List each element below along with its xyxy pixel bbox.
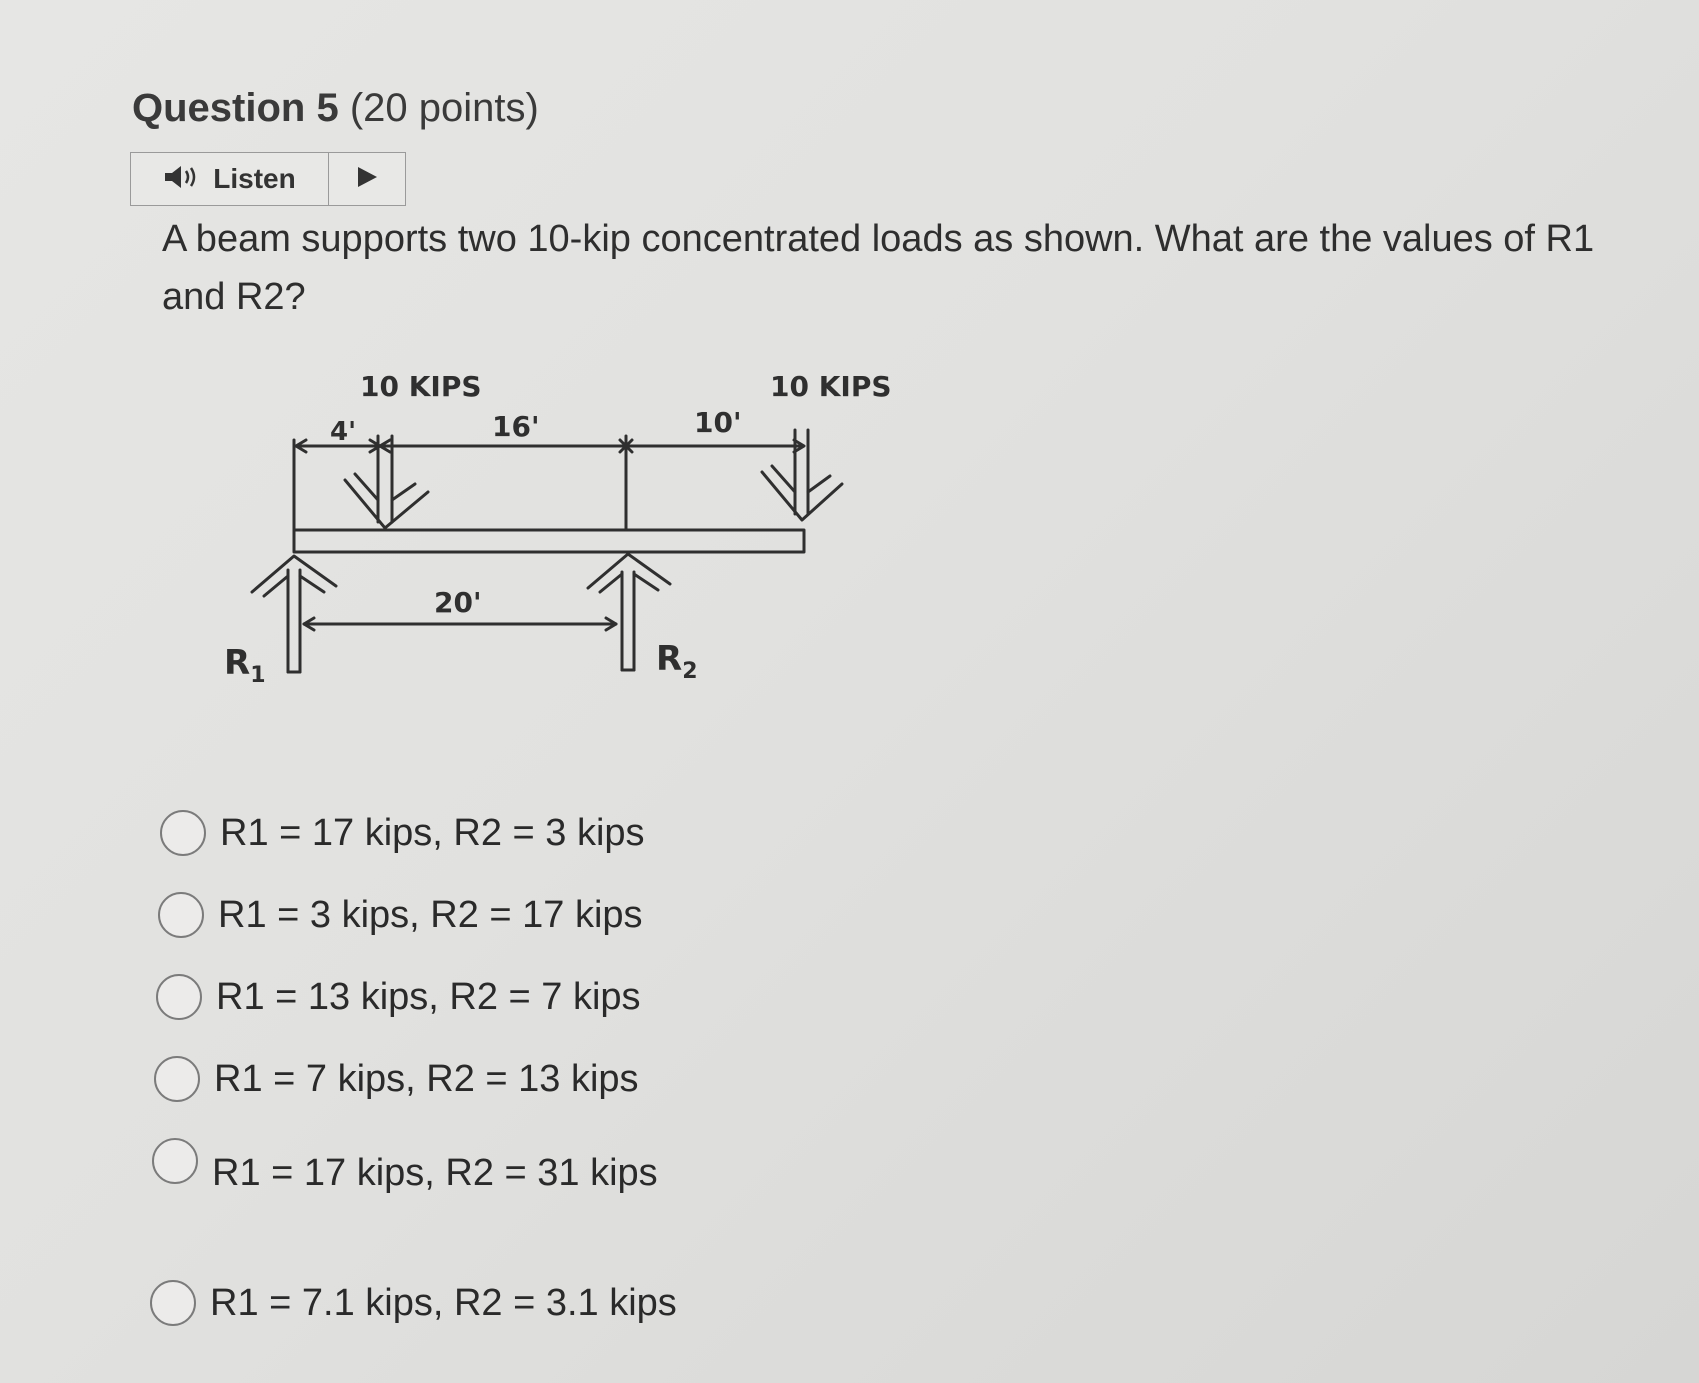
- option-3[interactable]: [156, 974, 641, 1020]
- question-text: A beam supports two 10-kip concentrated loads as shown. What are the values of R1 and R2?: [162, 218, 1595, 318]
- option-label: R1 = 13 kips, R2 = 7 kips: [216, 975, 641, 1018]
- radio-button[interactable]: [154, 1056, 200, 1102]
- dim-b-label: 16': [492, 410, 540, 443]
- r1-label: $R_1$: [224, 643, 266, 688]
- radio-button[interactable]: [156, 974, 202, 1020]
- option-2[interactable]: [158, 892, 643, 938]
- play-button[interactable]: [329, 153, 405, 205]
- r1-reaction-arrow: [252, 556, 336, 672]
- radio-button[interactable]: [158, 892, 204, 938]
- dim-c-label: 10': [694, 406, 742, 439]
- question-title: [132, 86, 539, 131]
- radio-button[interactable]: [160, 810, 206, 856]
- option-label: R1 = 17 kips, R2 = 31 kips: [212, 1152, 658, 1194]
- question-points: (20 points): [349, 86, 539, 130]
- play-icon: [355, 165, 379, 194]
- speaker-icon: [163, 164, 203, 195]
- dim-a-label: 4': [330, 417, 357, 447]
- r2-label: $R_2$: [656, 639, 698, 684]
- radio-button[interactable]: [152, 1138, 198, 1184]
- radio-button[interactable]: [150, 1280, 196, 1326]
- option-6[interactable]: [150, 1280, 677, 1326]
- listen-button[interactable]: [131, 153, 329, 205]
- beam: [294, 530, 804, 552]
- right-load-label: 10 KIPS: [770, 370, 892, 403]
- question-number: Question 5: [132, 86, 339, 130]
- left-load-label: 10 KIPS: [360, 370, 482, 403]
- option-label: R1 = 7 kips, R2 = 13 kips: [214, 1057, 639, 1100]
- beam-diagram: [210, 360, 910, 705]
- option-label: R1 = 17 kips, R2 = 3 kips: [220, 811, 645, 854]
- option-4[interactable]: [154, 1056, 639, 1102]
- span-label: 20': [434, 586, 482, 619]
- option-1[interactable]: [160, 810, 645, 856]
- listen-label: Listen: [213, 163, 296, 194]
- option-5[interactable]: [152, 1138, 658, 1195]
- listen-toolbar: [130, 152, 406, 206]
- option-label: R1 = 3 kips, R2 = 17 kips: [218, 893, 643, 936]
- option-label: R1 = 7.1 kips, R2 = 3.1 kips: [210, 1281, 677, 1324]
